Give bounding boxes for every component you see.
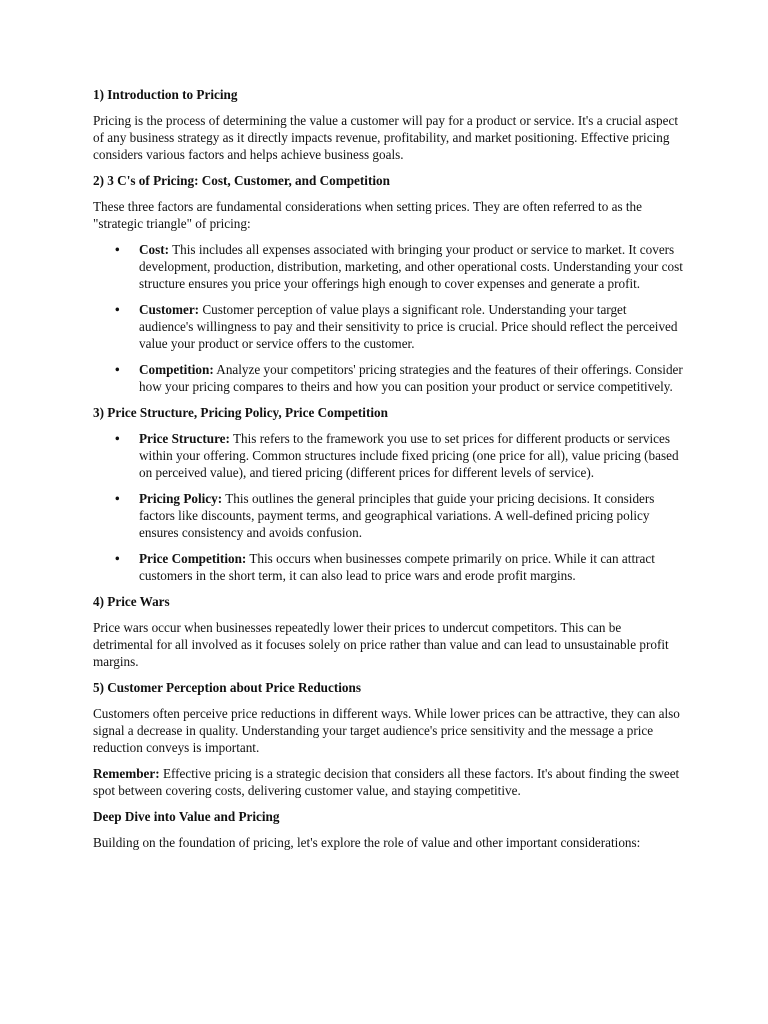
term-pricing-policy: Pricing Policy: — [139, 491, 223, 506]
document-content — [93, 86, 683, 860]
bullet-list-3cs — [93, 241, 683, 395]
text-price-structure: This refers to the framework you use to set prices for different products or services within your offering. Common structures include fixed pricing (one price for all), value pricing (based on perceived value), and tiered pricing (different prices for different levels of service). — [139, 431, 679, 480]
paragraph-remember — [93, 765, 683, 799]
term-competition: Competition: — [139, 362, 214, 377]
bullet-list-price-structure — [93, 430, 683, 584]
paragraph-deep-dive: Building on the foundation of pricing, let's explore the role of value and other important considerations: — [93, 835, 641, 850]
bullet-icon: • — [115, 431, 120, 446]
list-item-price-competition — [93, 550, 683, 584]
heading-price-structure-policy-competition: 3) Price Structure, Pricing Policy, Price Competition — [93, 405, 388, 420]
term-price-structure: Price Structure: — [139, 431, 230, 446]
heading-3cs-of-pricing: 2) 3 C's of Pricing: Cost, Customer, and Competition — [93, 173, 390, 188]
text-competition: Analyze your competitors' pricing strategies and the features of their offerings. Consider how your pricing compares to theirs and how you can position your product or service competitively. — [139, 362, 683, 394]
bullet-icon: • — [115, 551, 120, 566]
paragraph-price-wars: Price wars occur when businesses repeatedly lower their prices to undercut competitors. This can be detrimental for all involved as it focuses solely on price rather than value and can lead to unsustainable profit margins. — [93, 620, 669, 669]
term-remember: Remember: — [93, 766, 160, 781]
heading-customer-perception: 5) Customer Perception about Price Reductions — [93, 680, 361, 695]
text-customer: Customer perception of value plays a significant role. Understanding your target audience's willingness to pay and their sensitivity to price is crucial. Price should reflect the perceived value your product or service offers to the customer. — [139, 302, 678, 351]
heading-introduction-to-pricing: 1) Introduction to Pricing — [93, 87, 238, 102]
text-remember: Effective pricing is a strategic decision that considers all these factors. It's about finding the sweet spot between covering costs, delivering customer value, and staying competitive. — [93, 766, 680, 798]
paragraph-3cs-intro: These three factors are fundamental considerations when setting prices. They are often referred to as the "strategic triangle" of pricing: — [93, 199, 643, 231]
term-price-competition: Price Competition: — [139, 551, 247, 566]
list-item-customer — [93, 301, 683, 352]
bullet-icon: • — [115, 362, 120, 377]
paragraph-introduction: Pricing is the process of determining the value a customer will pay for a product or service. It's a crucial aspect of any business strategy as it directly impacts revenue, profitability, and market positioning. Effective pricing considers various factors and helps achieve business goals. — [93, 113, 678, 162]
bullet-icon: • — [115, 302, 120, 317]
term-customer: Customer: — [139, 302, 200, 317]
text-pricing-policy: This outlines the general principles that guide your pricing decisions. It considers factors like discounts, payment terms, and geographical variations. A well-defined pricing policy ensures consistency and avoids confusion. — [139, 491, 655, 540]
list-item-cost — [93, 241, 683, 292]
heading-deep-dive: Deep Dive into Value and Pricing — [93, 809, 280, 824]
text-price-competition: This occurs when businesses compete primarily on price. While it can attract customers in the short term, it can also lead to price wars and erode profit margins. — [139, 551, 655, 583]
list-item-pricing-policy — [93, 490, 683, 541]
paragraph-customer-perception: Customers often perceive price reductions in different ways. While lower prices can be attractive, they can also signal a decrease in quality. Understanding your target audience's price sensitivity and the message a price reduction conveys is important. — [93, 706, 680, 755]
term-cost: Cost: — [139, 242, 170, 257]
text-cost: This includes all expenses associated with bringing your product or service to market. It covers development, production, distribution, marketing, and other operational costs. Understanding your cost structure ensures you price your offerings high enough to cover expenses and generate a profit. — [139, 242, 683, 291]
list-item-competition — [93, 361, 683, 395]
bullet-icon: • — [115, 491, 120, 506]
list-item-price-structure — [93, 430, 683, 481]
heading-price-wars: 4) Price Wars — [93, 594, 170, 609]
bullet-icon: • — [115, 242, 120, 257]
